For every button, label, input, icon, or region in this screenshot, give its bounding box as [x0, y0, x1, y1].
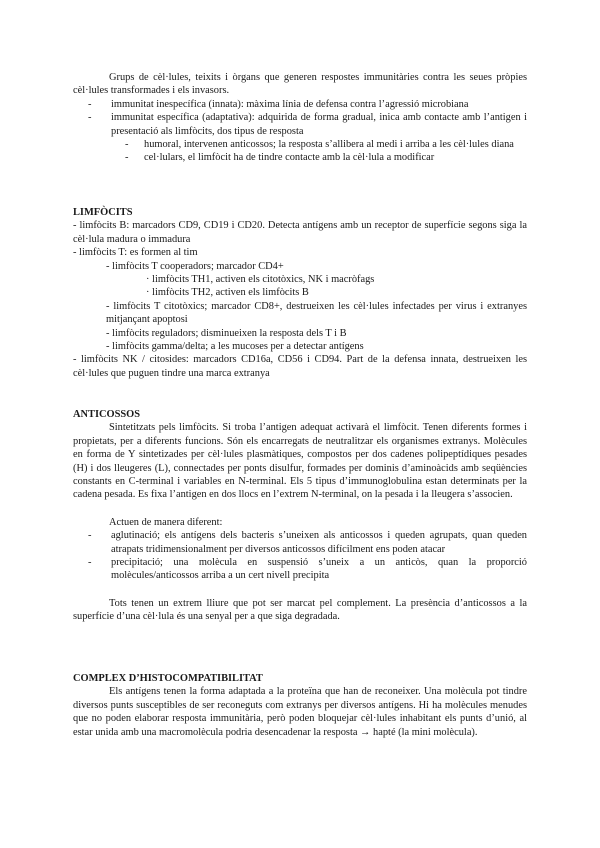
bullet-dash: -: [88, 530, 92, 542]
bullet-dash: -: [88, 557, 92, 569]
gamma-delta-line: - limfòcits gamma/delta; a les mucoses per a detectar antígens: [106, 341, 364, 353]
complex-section: [73, 672, 527, 739]
th2-line: · limfòcits TH2, activen els limfòcits B: [146, 287, 309, 299]
anticossos-paragraph: Sintetitzats pels limfòcits. Si troba l’antigen adequat activarà el limfòcit. Tenen diferents formes i propietats, per a diferents funcions. Són els encarregats de neutralitzar els organismes extranys. Molècules en forma de Y sintetizades per cèl·lules plasmàtiques, compostos per dos cadenes polipeptídiques pesades (H) i dos lleugeres (L), connectades per ponts disulfur, formades per dominis d’aminoàcids amb seqüències constants en C-terminal i variables en N-terminal. Els 5 tipus d’immunoglobulina estan determinats per la cadena pesada. Es fixa l’antigen en dos llocs en l’extrem N-terminal, on la pesada i la lleugera s’associen.: [73, 422, 527, 501]
list-item-text: immunitat inespecífica (innata): màxima línia de defensa contra l’agressió microbiana: [111, 98, 469, 110]
list-item: [73, 556, 527, 583]
anticossos-closing: Tots tenen un extrem lliure que pot ser marcat pel complement. La presència d’anticossos a la superfície d’una cèl·lula és una senyal per a que siga degradada.: [73, 597, 527, 623]
bullet-dash: -: [88, 112, 92, 124]
intro-section: [73, 71, 527, 165]
limfocits-t-line: - limfòcits T: es formen al tim: [73, 247, 198, 259]
list-item: [73, 111, 527, 138]
list-item-text: humoral, intervenen anticossos; la resposta s’allibera al medi i arriba a les cèl·lules diana: [144, 139, 514, 151]
list-item-text: precipitació; una molècula en suspensió s’uneix a un anticòs, quan la proporció molècules/anticossos arriba a un cert nivell precipita: [111, 557, 527, 582]
complex-paragraph: Els antígens tenen la forma adaptada a la proteïna que han de reconeixer. Una molècula pot tindre diversos punts susceptibles de ser reconeguts com extranys per diversos antígens. Hi ha molècules menudes que no poden elaborar resposta immunitària, però poden bloquejar cèl·lules inhabitant els punts d’unió, al estar unida amb una macromolècula podria desencadenar la resposta → hapté (la mini molècula).: [73, 686, 527, 738]
limfocits-section: [73, 206, 527, 380]
th1-line: · limfòcits TH1, activen els citotòxics, NK i macròfags: [146, 274, 375, 286]
bullet-dash: -: [88, 98, 92, 110]
list-item-text: immunitat específica (adaptativa): adquirida de forma gradual, inica amb contacte amb l’antigen i presentació als limfòcits, dos tipus de resposta: [111, 112, 527, 137]
list-item: [73, 151, 527, 164]
list-item: [73, 529, 527, 556]
reguladors-line: - limfòcits reguladors; disminueixen la resposta dels T i B: [106, 327, 347, 339]
t-cooperadors-line: - limfòcits T cooperadors; marcador CD4+: [106, 260, 284, 272]
anticossos-section: [73, 408, 527, 624]
section-heading: LIMFÒCITS: [73, 207, 133, 218]
limfocits-nk-line: - limfòcits NK / citosides: marcadors CD16a, CD56 i CD94. Part de la defensa innata, destrueixen les cèl·lules que puguen tindre una marca extranya: [73, 354, 527, 379]
section-heading: COMPLEX D’HISTOCOMPATIBILITAT: [73, 673, 263, 684]
list-item-text: aglutinació; els antígens dels bacteris s’uneixen als anticossos i queden agrupats, quan queden atrapats tridimensionalment per diversos anticossos difícilment ens poden atacar: [111, 530, 527, 555]
actuen-line: Actuen de manera diferent:: [109, 516, 223, 528]
list-item: [73, 98, 527, 111]
t-citotoxics-line: - limfòcits T citotòxics; marcador CD8+, destrueixen les cèl·lules infectades per virus i extranyes mitjançant apoptosi: [106, 300, 527, 326]
limfocits-b-line: - limfòcits B: marcadors CD9, CD19 i CD20. Detecta antígens amb un receptor de superfície segons siga la cèl·lula madura o immadura: [73, 220, 527, 245]
list-item-text: cel·lulars, el limfòcit ha de tindre contacte amb la cèl·lula a modificar: [144, 152, 435, 164]
bullet-dash: -: [125, 139, 129, 151]
bullet-dash: -: [125, 152, 129, 164]
section-heading: ANTICOSSOS: [73, 409, 140, 420]
list-item: [73, 138, 527, 151]
intro-paragraph: Grups de cèl·lules, teixits i òrgans que generen respostes immunitàries contra les seues pròpies cèl·lules transformades i els invasors.: [73, 72, 527, 97]
